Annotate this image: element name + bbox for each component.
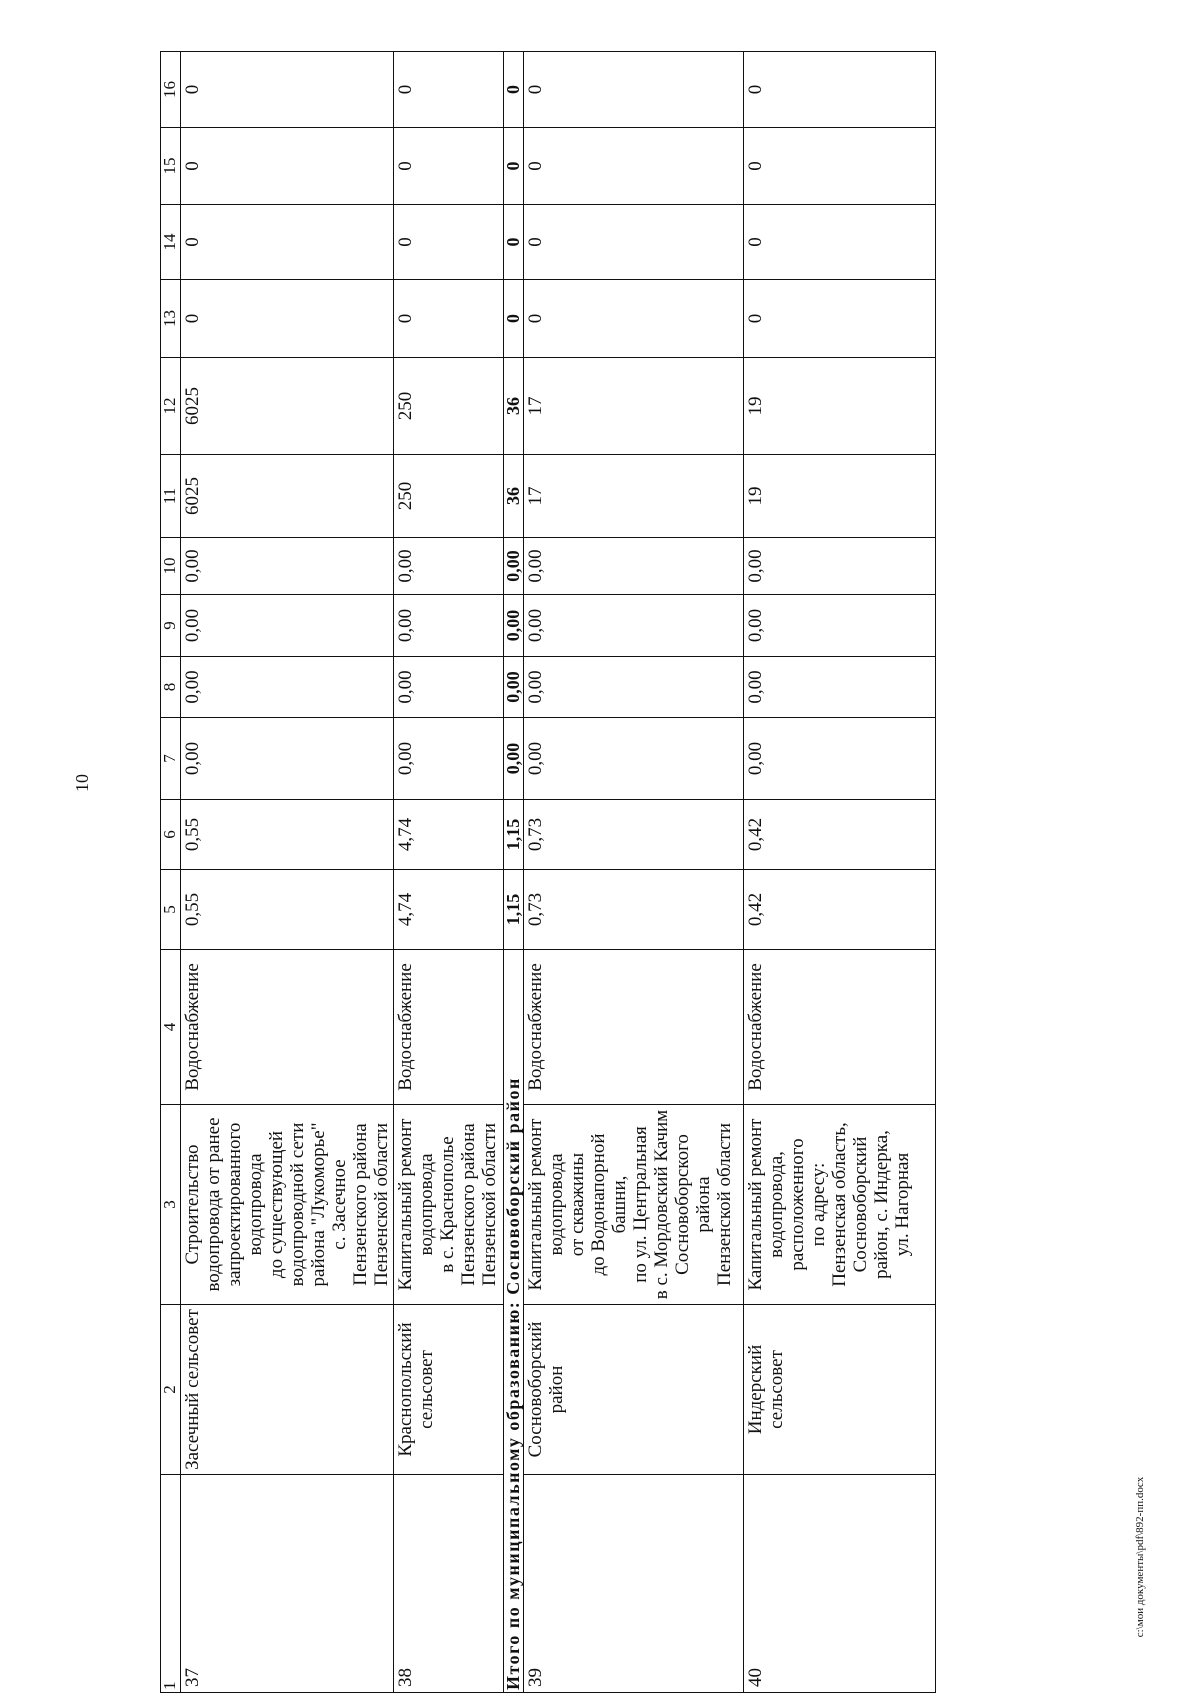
total-value-cell: 36 (504, 358, 524, 455)
value-cell: 19 (744, 358, 936, 455)
value-cell: 0,00 (744, 657, 936, 718)
value-cell: 6025 (181, 455, 394, 538)
value-cell: 0 (744, 280, 936, 358)
column-number-header: 5 (161, 870, 181, 950)
value-cell: 0 (181, 128, 394, 205)
total-label-cell: Итого по муниципальному образованию: Сосновоборский район (504, 950, 524, 1693)
value-cell: 19 (744, 455, 936, 538)
value-cell: 0 (524, 128, 744, 205)
value-cell: 0,42 (744, 800, 936, 870)
value-cell: 0 (744, 128, 936, 205)
total-value-cell: 36 (504, 455, 524, 538)
page-number: 10 (72, 774, 92, 792)
value-cell: 4,74 (394, 870, 504, 950)
column-number-header: 11 (161, 455, 181, 538)
total-value-cell: 0 (504, 52, 524, 128)
total-row (504, 52, 524, 1693)
value-cell: 0,00 (394, 595, 504, 657)
service-type-cell: Водоснабжение (394, 950, 504, 1105)
column-number-header: 6 (161, 800, 181, 870)
municipality-cell: Сосновоборский район (524, 1305, 744, 1475)
total-value-cell: 1,15 (504, 870, 524, 950)
column-number-header: 10 (161, 538, 181, 595)
column-number-header: 7 (161, 718, 181, 800)
total-value-cell: 0 (504, 280, 524, 358)
column-number-header: 1 (161, 1475, 181, 1693)
value-cell: 0,00 (744, 718, 936, 800)
value-cell: 0 (394, 128, 504, 205)
value-cell: 0,00 (181, 538, 394, 595)
total-value-cell: 0 (504, 128, 524, 205)
data-table (160, 52, 935, 1693)
value-cell: 17 (524, 455, 744, 538)
column-number-header: 8 (161, 657, 181, 718)
value-cell: 0,55 (181, 870, 394, 950)
column-number-header: 3 (161, 1105, 181, 1305)
value-cell: 0,00 (181, 595, 394, 657)
row-number-cell: 37 (181, 1475, 394, 1693)
value-cell: 0 (394, 280, 504, 358)
column-number-header: 12 (161, 358, 181, 455)
service-type-cell: Водоснабжение (524, 950, 744, 1105)
value-cell: 0 (524, 52, 744, 128)
object-name-cell: Капитальный ремонт водопровода, расположенного по адресу: Пензенская область, Сосновоборский район, с. Индерка, ул. Нагорная (744, 1105, 936, 1305)
column-number-header: 16 (161, 52, 181, 128)
object-name-cell: Капитальный ремонт водопровода от скважины до Водонапорной башни, по ул. Центральная в с. Мордовский Качим Сосновоборского района Пензенской области (524, 1105, 744, 1305)
total-value-cell: 0,00 (504, 538, 524, 595)
value-cell: 0,00 (181, 718, 394, 800)
value-cell: 0,55 (181, 800, 394, 870)
value-cell: 0 (524, 280, 744, 358)
investment-program-table (160, 51, 936, 1693)
value-cell: 0 (181, 52, 394, 128)
value-cell: 0 (744, 205, 936, 280)
column-number-header: 13 (161, 280, 181, 358)
value-cell: 0,00 (394, 657, 504, 718)
column-number-header: 14 (161, 205, 181, 280)
value-cell: 0 (394, 52, 504, 128)
municipality-cell: Индерский сельсовет (744, 1305, 936, 1475)
value-cell: 0 (394, 205, 504, 280)
table-header-row (161, 52, 181, 1693)
value-cell: 0,00 (394, 718, 504, 800)
value-cell: 250 (394, 455, 504, 538)
total-value-cell: 0,00 (504, 718, 524, 800)
column-number-header: 9 (161, 595, 181, 657)
value-cell: 0,00 (744, 595, 936, 657)
value-cell: 250 (394, 358, 504, 455)
table-row (744, 52, 936, 1693)
value-cell: 6025 (181, 358, 394, 455)
value-cell: 17 (524, 358, 744, 455)
service-type-cell: Водоснабжение (181, 950, 394, 1105)
table-row (394, 52, 504, 1693)
row-number-cell: 39 (524, 1475, 744, 1693)
total-value-cell: 0,00 (504, 657, 524, 718)
value-cell: 0,42 (744, 870, 936, 950)
column-number-header: 4 (161, 950, 181, 1105)
value-cell: 0 (181, 280, 394, 358)
value-cell: 0,73 (524, 800, 744, 870)
value-cell: 0 (524, 205, 744, 280)
row-number-cell: 40 (744, 1475, 936, 1693)
value-cell: 0,00 (524, 657, 744, 718)
value-cell: 0,00 (524, 538, 744, 595)
table-row (181, 52, 394, 1693)
file-path-footer: c:\мои документы\pdf\892-пп.docx (1134, 1476, 1146, 1638)
value-cell: 0,00 (524, 718, 744, 800)
object-name-cell: Строительство водопровода от ранее запроектированного водопровода до существующей водопроводной сети района "Лукоморье" с. Засечное Пензенского района Пензенской области (181, 1105, 394, 1305)
table-row (524, 52, 744, 1693)
municipality-cell: Краснопольский сельсовет (394, 1305, 504, 1475)
value-cell: 0,73 (524, 870, 744, 950)
municipality-cell: Засечный сельсовет (181, 1305, 394, 1475)
row-number-cell: 38 (394, 1475, 504, 1693)
total-value-cell: 0,00 (504, 595, 524, 657)
value-cell: 0,00 (394, 538, 504, 595)
column-number-header: 15 (161, 128, 181, 205)
total-value-cell: 1,15 (504, 800, 524, 870)
value-cell: 0 (744, 52, 936, 128)
value-cell: 0,00 (181, 657, 394, 718)
value-cell: 0 (181, 205, 394, 280)
service-type-cell: Водоснабжение (744, 950, 936, 1105)
value-cell: 4,74 (394, 800, 504, 870)
value-cell: 0,00 (744, 538, 936, 595)
total-value-cell: 0 (504, 205, 524, 280)
value-cell: 0,00 (524, 595, 744, 657)
object-name-cell: Капитальный ремонт водопровода в с. Краснополье Пензенского района Пензенской области (394, 1105, 504, 1305)
column-number-header: 2 (161, 1305, 181, 1475)
